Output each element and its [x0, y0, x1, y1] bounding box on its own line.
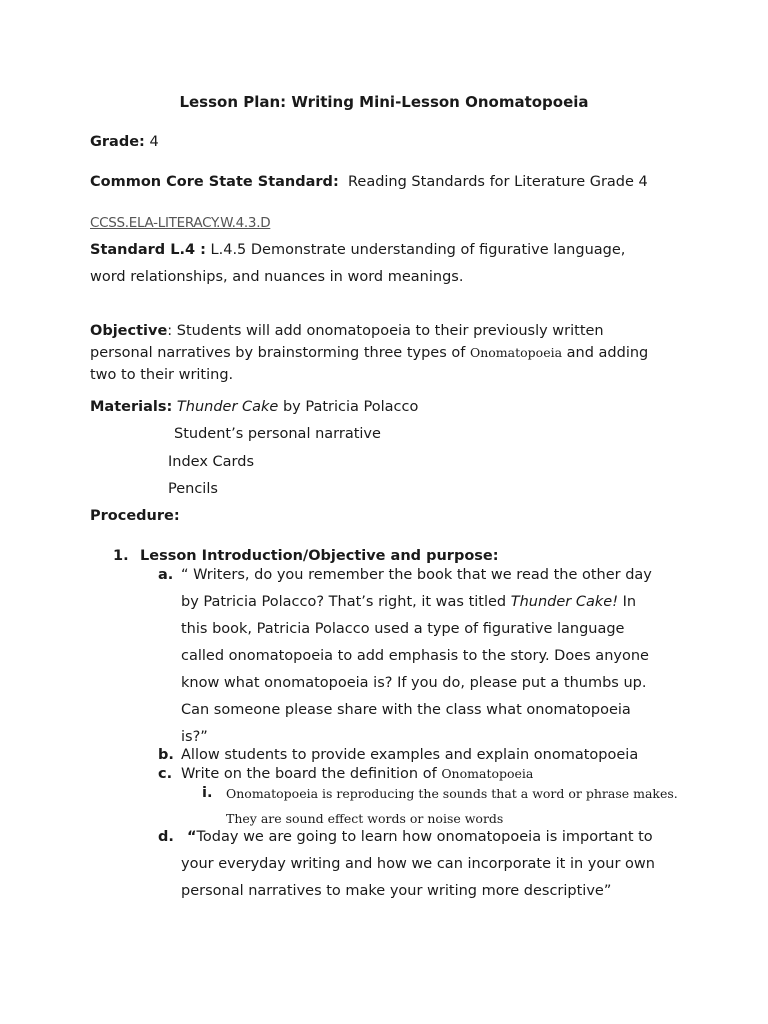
item-d-line: your everyday writing and how we can incorporate it in your own — [181, 856, 655, 872]
objective-text1: : Students will add onomatopoeia to their previously written — [167, 323, 604, 339]
item-d-text: Today we are going to learn how onomatopoeia is important to — [196, 829, 653, 845]
standard-l4-line2: word relationships, and nuances in word meanings. — [90, 269, 464, 285]
list-marker-d: d. — [158, 829, 174, 845]
standard-line — [90, 173, 648, 191]
standard-l4-text1: L.4.5 Demonstrate understanding of figurative language, — [210, 242, 626, 258]
materials-book-author: by Patricia Polacco — [282, 399, 419, 415]
item-a-book-title: Thunder Cake! — [510, 594, 619, 610]
item-c-text: Write on the board the definition of — [181, 766, 437, 782]
standard-l4-label: Standard L.4 : — [90, 242, 206, 258]
item-a-text: by Patricia Polacco? That’s right, it was titled — [181, 594, 507, 610]
item-a-line: this book, Patricia Polacco used a type of figurative language — [181, 621, 625, 637]
item-d-quote: “ — [187, 829, 197, 845]
list-marker-b: b. — [158, 747, 174, 763]
item-ci-line: Onomatopoeia is reproducing the sounds that a word or phrase makes. — [226, 786, 678, 801]
materials-item: Index Cards — [168, 454, 255, 470]
grade-value: 4 — [149, 134, 159, 150]
materials-line — [90, 398, 418, 416]
item-c-onomatopoeia: Onomatopoeia — [441, 766, 534, 781]
step-number: 1. — [113, 548, 129, 564]
grade-line — [90, 133, 159, 151]
item-d-line — [187, 828, 653, 846]
objective-line3: two to their writing. — [90, 367, 234, 383]
materials-item: Pencils — [168, 481, 218, 497]
standard-label: Common Core State Standard: — [90, 174, 339, 190]
objective-text2a: personal narratives by brainstorming three types of — [90, 345, 466, 361]
objective-line1 — [90, 322, 604, 340]
item-a-line: know what onomatopoeia is? If you do, please put a thumbs up. — [181, 675, 647, 691]
procedure-heading: Procedure: — [90, 508, 180, 524]
item-b-text: Allow students to provide examples and explain onomatopoeia — [181, 747, 639, 763]
objective-text2c: and adding — [566, 345, 649, 361]
item-a-line: Can someone please share with the class what onomatopoeia — [181, 702, 631, 718]
materials-label: Materials: — [90, 399, 173, 415]
list-marker-c: c. — [158, 766, 173, 782]
objective-line2 — [90, 344, 648, 362]
page-title: Lesson Plan: Writing Mini-Lesson Onomatopoeia — [179, 93, 589, 111]
step-heading: Lesson Introduction/Objective and purpose: — [140, 548, 499, 564]
materials-item: Student’s personal narrative — [174, 426, 381, 442]
list-marker-a: a. — [158, 567, 174, 583]
item-a-line: called onomatopoeia to add emphasis to the story. Does anyone — [181, 648, 649, 664]
list-marker-i: i. — [202, 785, 213, 801]
item-a-line: is?” — [181, 729, 208, 745]
standard-l4-line1 — [90, 241, 625, 259]
ccss-link[interactable]: CCSS.ELA-LITERACY.W.4.3.D — [90, 215, 271, 231]
item-a-line — [181, 593, 636, 611]
item-d-line: personal narratives to make your writing more descriptive” — [181, 883, 612, 899]
item-a-text: In — [622, 594, 637, 610]
objective-onomatopoeia: Onomatopoeia — [469, 345, 563, 360]
standard-value: Reading Standards for Literature Grade 4 — [347, 174, 648, 190]
objective-label: Objective — [90, 323, 168, 339]
item-c-line — [181, 765, 533, 783]
grade-label: Grade: — [90, 134, 145, 150]
materials-book-title: Thunder Cake — [176, 399, 279, 415]
item-ci-line: They are sound effect words or noise words — [226, 811, 504, 826]
item-a-line: “ Writers, do you remember the book that we read the other day — [181, 567, 652, 583]
